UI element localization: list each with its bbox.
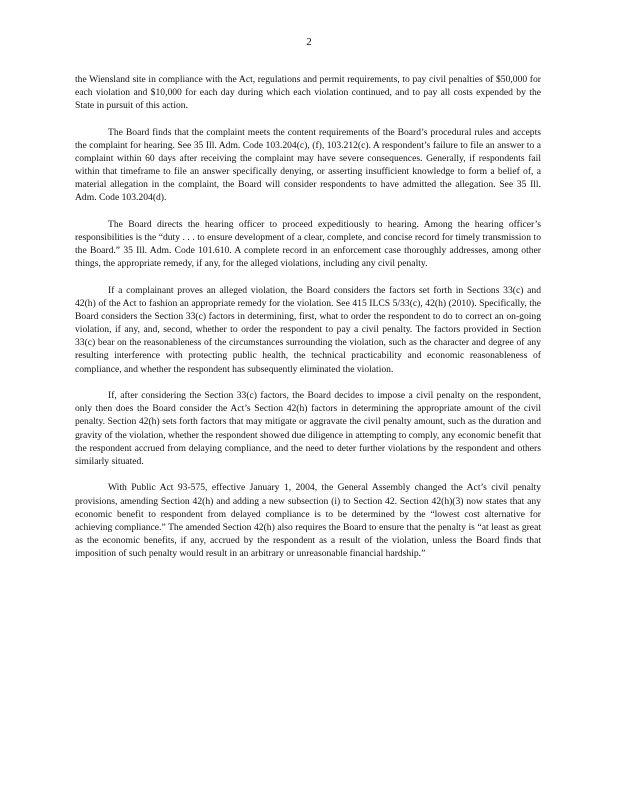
paragraph-public-act: With Public Act 93-575, effective January 1, 2004, the General Assembly changed the Act’s civil penalty provisions, amending Section 42(h) and adding a new subsection (i) to Section 42. Section 42(h)(3) now states that any economic benefit to respondent from delayed compliance is to be determined by the “lowest cost alternative for achieving compliance.” The amended Section 42(h) also requires the Board to ensure that the penalty is “at least as great as the economic benefits, if any, accrued by the respondent as a result of the violation, unless the Board finds that imposition of such penalty would result in an arbitrary or unreasonable financial hardship.”: [75, 482, 541, 559]
paragraph-remedy-factors: If a complainant proves an alleged violation, the Board considers the factors set forth in Sections 33(c) and 42(h) of the Act to fashion an appropriate remedy for the violation. See 415 ILCS 5/33(c), 42(h) (2010). Specifically, the Board considers the Section 33(c) factors in determining, first, what to order the respondent to do to correct an on-going violation, if any, and, second, whether to order the respondent to pay a civil penalty. The factors provided in Section 33(c) bear on the reasonableness of the circumstances surrounding the violation, such as the character and degree of any resulting interference with protecting public health, the technical practicability and economic reasonableness of compliance, and whether the respondent has subsequently eliminated the violation.: [75, 285, 541, 375]
paragraph-continuation: the Wiensland site in compliance with the Act, regulations and permit requirements, to pay civil penalties of $50,000 for each violation and $10,000 for each day during which each violation continued, and to pay all costs expended by the State in pursuit of this action.: [75, 74, 541, 112]
paragraph-complaint-acceptance: The Board finds that the complaint meets the content requirements of the Board’s procedural rules and accepts the complaint for hearing. See 35 Ill. Adm. Code 103.204(c), (f), 103.212(c). A respondent’s failure to file an answer to a complaint within 60 days after receiving the complaint may have severe consequences. Generally, if respondents fail within that timeframe to file an answer specifically denying, or asserting insufficient knowledge to form a belief of, a material allegation in the complaint, the Board will consider respondents to have admitted the allegation. See 35 Ill. Adm. Code 103.204(d).: [75, 126, 541, 204]
document-body: [75, 73, 541, 574]
page-number: 2: [306, 36, 312, 48]
paragraph-civil-penalty: If, after considering the Section 33(c) factors, the Board decides to impose a civil penalty on the respondent, only then does the Board consider the Act’s Section 42(h) factors in determining the appropriate amount of the civil penalty. Section 42(h) sets forth factors that may mitigate or aggravate the civil penalty amount, such as the duration and gravity of the violation, whether the respondent showed due diligence in attempting to comply, any economic benefit that the respondent accrued from delaying compliance, and the need to deter further violations by the respondent and others similarly situated.: [75, 390, 541, 467]
paragraph-hearing-officer: The Board directs the hearing officer to proceed expeditiously to hearing. Among the hearing officer’s responsibilities is the “duty . . . to ensure development of a clear, complete, and concise record for timely transmission to the Board.” 35 Ill. Adm. Code 101.610. A complete record in an enforcement case thoroughly addresses, among other things, the appropriate remedy, if any, for the alleged violations, including any civil penalty.: [75, 219, 541, 270]
